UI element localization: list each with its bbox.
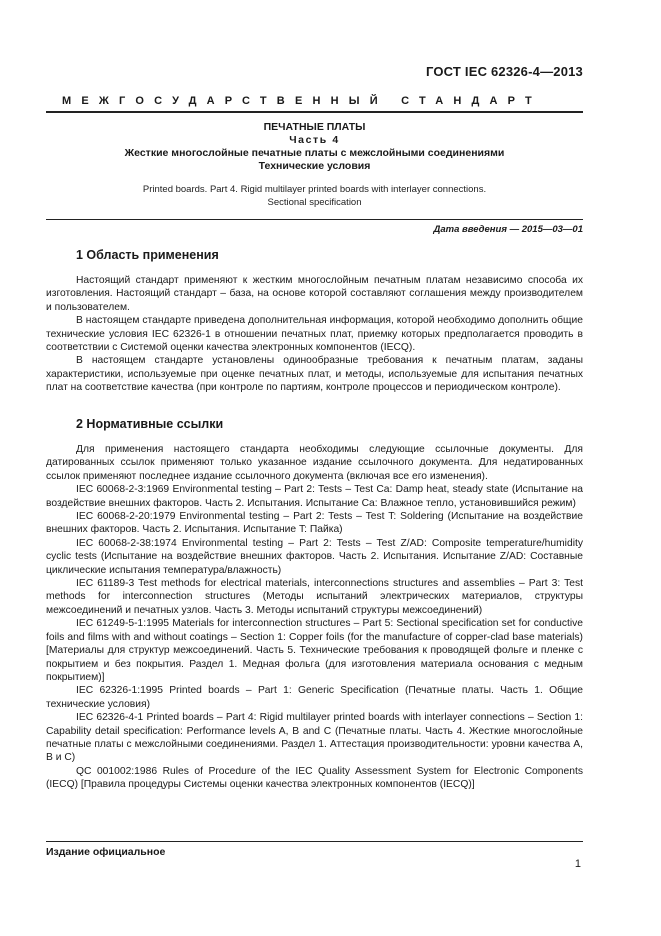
- edition-label: Издание официальное: [46, 846, 166, 858]
- paragraph: В настоящем стандарте установлены одинообразные требования к печатным платам, заданы характеристики, используемые при оценке печатных плат, и методы, используемые для испытания печатных плат на соответствие качества (при контроле по партиям, контроле процессов и периодическом контроле).: [46, 355, 583, 394]
- title-line-1: ПЕЧАТНЫЕ ПЛАТЫ: [263, 121, 366, 133]
- title-rule: [46, 219, 583, 220]
- title-block: [46, 121, 583, 209]
- paragraph: Для применения настоящего стандарта необходимы следующие ссылочные документы. Для датированных ссылок применяют только указанное издание ссылочного документа. Для недатированных ссылок применяют последнее издание ссылочного документа (включая все его изменения).: [46, 444, 583, 482]
- title-english-1: Printed boards. Part 4. Rigid multilayer printed boards with interlayer connections.: [142, 184, 487, 195]
- document-number: ГОСТ IEC 62326-4—2013: [425, 64, 583, 79]
- reference-item: QC 001002:1986 Rules of Procedure of the IEC Quality Assessment System for Electronic Components (IECQ) [Правила процедуры Системы оценки качества электронных компонентов (IECQ)]: [46, 765, 583, 791]
- banner-rule: [46, 111, 583, 113]
- section-2-heading: 2 Нормативные ссылки: [76, 417, 224, 431]
- reference-item: IEC 61249-5-1:1995 Materials for interconnection structures – Part 5: Sectional specification set for conductive foils and films with and without coatings – Section 1: Copper foils (for the manufacture of copper-clad base materials) [Материалы для структур межсоединений. Часть 5. Технические требования к проводящей фольге и пленке с покрытием и без покрытия. Раздел 1. Медная фольга (для изготовления материала основания с медным покрытием)]: [46, 618, 583, 683]
- standard-banner: МЕЖГОСУДАРСТВЕННЫЙ СТАНДАРТ: [62, 95, 542, 107]
- footer-rule: [46, 841, 583, 842]
- section-1-body: [46, 274, 583, 395]
- title-line-3: Жесткие многослойные печатные платы с межслойными соединениями: [124, 147, 505, 159]
- title-line-4: Технические условия: [258, 160, 371, 172]
- reference-item: IEC 62326-4-1 Printed boards – Part 4: Rigid multilayer printed boards with interlayer connections – Section 1: Capability detail specification: Performance levels A, B and C (Печатные платы. Часть 4. Жесткие многослойные печатные платы с межслойными соединениями. Раздел 1. Аттестация производительности: уровни качества А, В и С): [46, 712, 583, 764]
- title-english-2: Sectional specification: [267, 197, 362, 208]
- section-2-body: [46, 443, 583, 792]
- reference-item: IEC 61189-3 Test methods for electrical materials, interconnections structures and assemblies – Part 3: Test methods for interconnection structures (Методы испытаний электрических материалов, структуры межсоединений и печатных узлов. Часть 3. Методы испытаний структуры межсоединений): [46, 578, 583, 616]
- reference-item: IEC 60068-2-3:1969 Environmental testing – Part 2: Tests – Test Ca: Damp heat, steady state (Испытание на воздействие внешних факторов. Часть 2. Испытания. Испытание Ca: Влажное тепло, установившийся режим): [46, 484, 583, 509]
- section-1-heading: 1 Область применения: [76, 248, 219, 262]
- title-part: Часть 4: [289, 134, 340, 146]
- reference-item: IEC 60068-2-20:1979 Environmental testing – Part 2: Tests – Test T: Soldering (Испытание на воздействие внешних факторов. Часть 2. Испытания. Испытание T: Пайка): [46, 511, 583, 536]
- page-number: 1: [574, 858, 581, 870]
- paragraph: В настоящем стандарте приведена дополнительная информация, которой необходимо дополнить общие технические условия IEC 62326-1 в отношении печатных плат, приемку которых предполагается проводить в соответствии с Системой оценки качества электронных компонентов (IECQ).: [46, 315, 583, 354]
- reference-item: IEC 62326-1:1995 Printed boards – Part 1: Generic Specification (Печатные платы. Часть 1. Общие технические условия): [46, 685, 583, 710]
- reference-item: IEC 60068-2-38:1974 Environmental testing – Part 2: Tests – Test Z/AD: Composite temperature/humidity cyclic tests (Испытание на воздействие внешних факторов. Часть 2. Испытания. Испытание Z/AD: Составные циклические испытания температура/влажность): [46, 537, 583, 576]
- introduction-date: Дата введения — 2015—03—01: [433, 224, 583, 235]
- paragraph: Настоящий стандарт применяют к жестким многослойным печатным платам независимо способа их изготовления. Настоящий стандарт – база, на основе которой составляют соглашения между производителем и пользователем.: [46, 275, 583, 313]
